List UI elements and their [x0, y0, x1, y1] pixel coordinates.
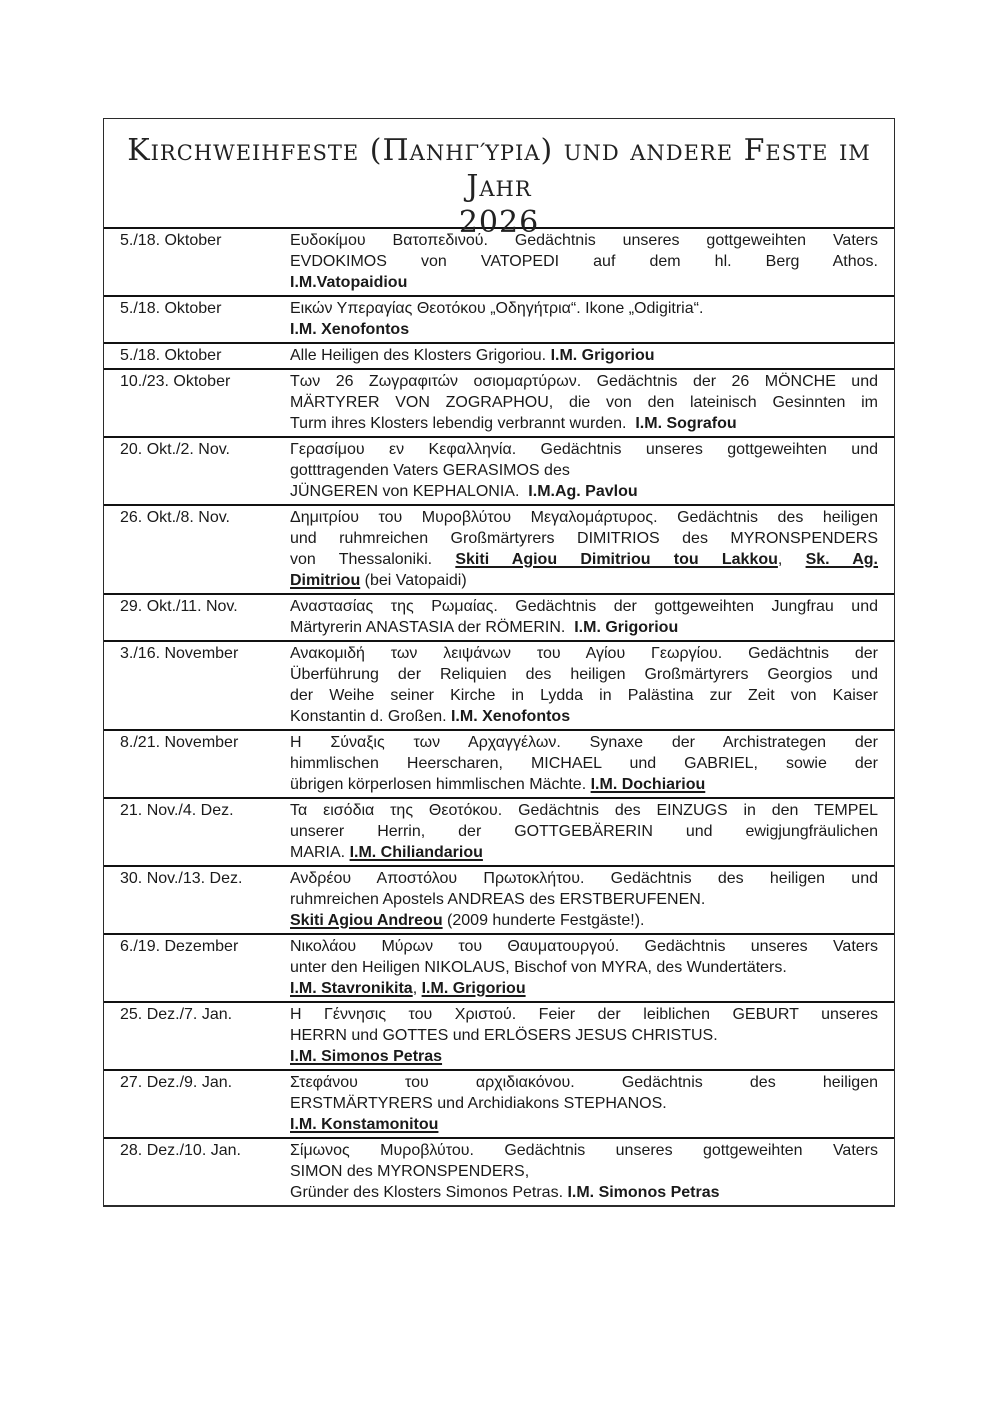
text-line	[290, 889, 878, 910]
table-row	[104, 1003, 894, 1071]
monastery-name: I.M.Vatopaidiou	[290, 274, 408, 291]
text-line	[290, 392, 878, 413]
text-segment: unter den Heiligen NIKOLAUS, Bischof von MYRA, des Wundertäters.	[290, 959, 787, 976]
description-cell	[290, 731, 894, 797]
text-line	[290, 774, 878, 795]
text-segment: Νικολάου Μύρων του Θαυματουργού. Gedächtnis unseres Vaters	[290, 938, 878, 955]
text-line	[290, 821, 878, 842]
text-segment: Überführung der Reliquien des heiligen Großmärtyrers Georgios und	[290, 666, 878, 683]
text-segment: Τα εισόδια της Θεοτόκου. Gedächtnis des EINZUGS in den TEMPEL	[290, 802, 878, 819]
table-row	[104, 595, 894, 642]
monastery-name: I.M. Xenofontos	[290, 321, 410, 338]
text-line	[290, 1025, 878, 1046]
date-cell: 5./18. Oktober	[120, 300, 222, 317]
text-line	[290, 319, 878, 340]
monastery-name: I.M. Grigoriou	[421, 980, 526, 997]
feast-table-body	[104, 229, 894, 1205]
text-line	[290, 298, 878, 319]
description-cell	[290, 1139, 894, 1205]
text-line	[290, 345, 878, 366]
text-segment: Σίμωνος Μυροβλύτου. Gedächtnis unseres gottgeweihten Vaters	[290, 1142, 878, 1159]
monastery-name: I.M. Chiliandariou	[349, 844, 483, 861]
monastery-name: I.M. Grigoriou	[550, 347, 655, 364]
text-line	[290, 1046, 878, 1067]
description-cell	[290, 799, 894, 865]
text-segment: übrigen körperlosen himmlischen Mächte.	[290, 776, 591, 793]
text-line	[290, 251, 878, 272]
text-line	[290, 753, 878, 774]
text-segment: himmlischen Heerscharen, MICHAEL und GABRIEL, sowie der	[290, 755, 878, 772]
date-cell: 28. Dez./10. Jan.	[120, 1142, 241, 1159]
text-line	[290, 528, 878, 549]
description-cell	[290, 297, 894, 342]
text-line	[290, 1093, 878, 1114]
table-row	[104, 1071, 894, 1139]
text-line	[290, 957, 878, 978]
description-cell	[290, 438, 894, 504]
text-line	[290, 507, 878, 528]
table-row	[104, 731, 894, 799]
text-segment: Η Σύναξις των Αρχαγγέλων. Synaxe der Archistrategen der	[290, 734, 878, 751]
text-segment: Turm ihres Klosters lebendig verbrannt wurden.	[290, 415, 636, 432]
text-segment: SIMON des MYRONSPENDERS,	[290, 1163, 530, 1180]
text-line	[290, 842, 878, 863]
table-row	[104, 506, 894, 595]
table-row	[104, 1139, 894, 1205]
date-cell: 3./16. November	[120, 645, 239, 662]
monastery-name: Skiti Agiou Andreou	[290, 912, 443, 929]
text-segment: Märtyrerin ANASTASIA der RÖMERIN.	[290, 619, 575, 636]
date-cell: 5./18. Oktober	[120, 232, 222, 249]
text-line	[290, 460, 878, 481]
table-row	[104, 642, 894, 731]
date-cell: 5./18. Oktober	[120, 347, 222, 364]
text-segment: EVDOKIMOS von VATOPEDI auf dem hl. Berg Athos.	[290, 253, 878, 270]
table-row	[104, 867, 894, 935]
text-segment: (bei Vatopaidi)	[360, 572, 467, 589]
text-segment: Αναστασίας της Ρωμαίας. Gedächtnis der gottgeweihten Jungfrau und	[290, 598, 878, 615]
description-cell	[290, 344, 894, 368]
table-row	[104, 229, 894, 297]
description-cell	[290, 1071, 894, 1137]
text-segment: Alle Heiligen des Klosters Grigoriou.	[290, 347, 551, 364]
table-row	[104, 370, 894, 438]
text-segment: Στεφάνου του αρχιδιακόνου. Gedächtnis des heiligen	[290, 1074, 878, 1091]
text-line	[290, 978, 878, 999]
date-cell: 8./21. November	[120, 734, 239, 751]
text-line	[290, 570, 878, 591]
description-cell	[290, 370, 894, 436]
text-segment: Ανδρέου Αποστόλου Πρωτοκλήτου. Gedächtnis des heiligen und	[290, 870, 878, 887]
description-cell	[290, 506, 894, 593]
text-line	[290, 706, 878, 727]
text-segment: Ευδοκίμου Βατοπεδινού. Gedächtnis unseres gottgeweihten Vaters	[290, 232, 878, 249]
date-cell: 30. Nov./13. Dez.	[120, 870, 243, 887]
text-segment: gotttragenden Vaters GERASIMOS des	[290, 462, 570, 479]
monastery-name: I.M. Stavronikita	[290, 980, 413, 997]
text-segment: HERRN und GOTTES und ERLÖSERS JESUS CHRISTUS.	[290, 1027, 718, 1044]
date-cell: 10./23. Oktober	[120, 373, 231, 390]
monastery-name: Sk. Ag.	[805, 551, 879, 568]
text-segment: Γερασίμου εν Κεφαλληνία. Gedächtnis unseres gottgeweihten und	[290, 441, 878, 458]
text-line	[290, 1161, 878, 1182]
text-segment: ruhmreichen Apostels ANDREAS des ERSTBERUFENEN.	[290, 891, 706, 908]
text-segment: Η Γέννησις του Χριστού. Feier der leiblichen GEBURT unseres	[290, 1006, 878, 1023]
text-line	[290, 664, 878, 685]
table-row	[104, 344, 894, 370]
monastery-name: I.M. Grigoriou	[574, 619, 679, 636]
table-title	[104, 119, 894, 240]
text-segment: von Thessaloniki.	[290, 551, 456, 568]
date-cell: 6./19. Dezember	[120, 938, 239, 955]
text-segment: MÄRTYRER VON ZOGRAPHOU, die von den lateinisch Gesinnten im	[290, 394, 878, 411]
monastery-name: Dimitriou	[290, 572, 361, 589]
text-segment: Konstantin d. Großen.	[290, 708, 451, 725]
text-segment: der Weihe seiner Kirche in Lydda in Palästina zur Zeit von Kaiser	[290, 687, 878, 704]
text-line	[290, 439, 878, 460]
monastery-name: I.M. Simonos Petras	[290, 1048, 443, 1065]
title-line-1: Kirchweihfeste (Πανηγύρια) und andere Feste im Jahr	[127, 133, 871, 204]
text-line	[290, 1004, 878, 1025]
text-line	[290, 230, 878, 251]
table-row	[104, 438, 894, 506]
feast-table	[103, 118, 895, 1207]
table-row	[104, 799, 894, 867]
description-cell	[290, 642, 894, 729]
description-cell	[290, 867, 894, 933]
monastery-name: I.M.Ag. Pavlou	[528, 483, 638, 500]
text-line	[290, 936, 878, 957]
date-cell: 27. Dez./9. Jan.	[120, 1074, 233, 1091]
text-segment: ERSTMÄRTYRERS und Archidiakons STEPHANOS.	[290, 1095, 667, 1112]
description-cell	[290, 595, 894, 640]
monastery-name: Skiti Agiou Dimitriou tou Lakkou	[455, 551, 778, 568]
description-cell	[290, 1003, 894, 1069]
text-segment: Δημιτρίου του Μυροβλύτου Μεγαλομάρτυρος. Gedächtnis des heiligen	[290, 509, 878, 526]
text-line	[290, 868, 878, 889]
text-line	[290, 596, 878, 617]
monastery-name: I.M. Konstamonitou	[290, 1116, 439, 1133]
monastery-name: I.M. Sografou	[635, 415, 737, 432]
text-line	[290, 732, 878, 753]
date-cell: 29. Okt./11. Nov.	[120, 598, 238, 615]
description-cell	[290, 935, 894, 1001]
text-line	[290, 413, 878, 434]
monastery-name: I.M. Dochiariou	[590, 776, 706, 793]
text-segment: Των 26 Ζωγραφιτών οσιομαρτύρων. Gedächtnis der 26 MÖNCHE und	[290, 373, 878, 390]
text-line	[290, 1140, 878, 1161]
text-line	[290, 643, 878, 664]
title-line-2: 2026	[458, 205, 540, 240]
text-line	[290, 1072, 878, 1093]
text-segment: unserer Herrin, der GOTTGEBÄRERIN und ewigjungfräulichen	[290, 823, 878, 840]
text-line	[290, 272, 878, 293]
text-line	[290, 685, 878, 706]
date-cell: 25. Dez./7. Jan.	[120, 1006, 233, 1023]
text-segment: MARIA.	[290, 844, 350, 861]
text-segment: (2009 hunderte Festgäste!).	[442, 912, 645, 929]
table-row	[104, 935, 894, 1003]
text-line	[290, 481, 878, 502]
text-line	[290, 910, 878, 931]
table-row	[104, 297, 894, 344]
text-line	[290, 1182, 878, 1203]
text-line	[290, 1114, 878, 1135]
monastery-name: I.M. Xenofontos	[450, 708, 571, 725]
text-segment: Εικών Υπεραγίας Θεοτόκου „Οδηγήτρια“. Ikone „Odigitria“.	[290, 300, 704, 317]
text-segment: ,	[412, 980, 422, 997]
text-line	[290, 800, 878, 821]
text-segment: JÜNGEREN von KEPHALONIA.	[290, 483, 529, 500]
text-segment: Ανακομιδή των λειψάνων του Αγίου Γεωργίου. Gedächtnis der	[290, 645, 878, 662]
date-cell: 21. Nov./4. Dez.	[120, 802, 234, 819]
monastery-name: I.M. Simonos Petras	[567, 1184, 720, 1201]
text-segment: ,	[777, 551, 806, 568]
date-cell: 26. Okt./8. Nov.	[120, 509, 230, 526]
text-line	[290, 617, 878, 638]
description-cell	[290, 229, 894, 295]
text-line	[290, 549, 878, 570]
date-cell: 20. Okt./2. Nov.	[120, 441, 230, 458]
text-line	[290, 371, 878, 392]
text-segment: Gründer des Klosters Simonos Petras.	[290, 1184, 568, 1201]
text-segment: und ruhmreichen Großmärtyrers DIMITRIOS des MYRONSPENDERS	[290, 530, 878, 547]
